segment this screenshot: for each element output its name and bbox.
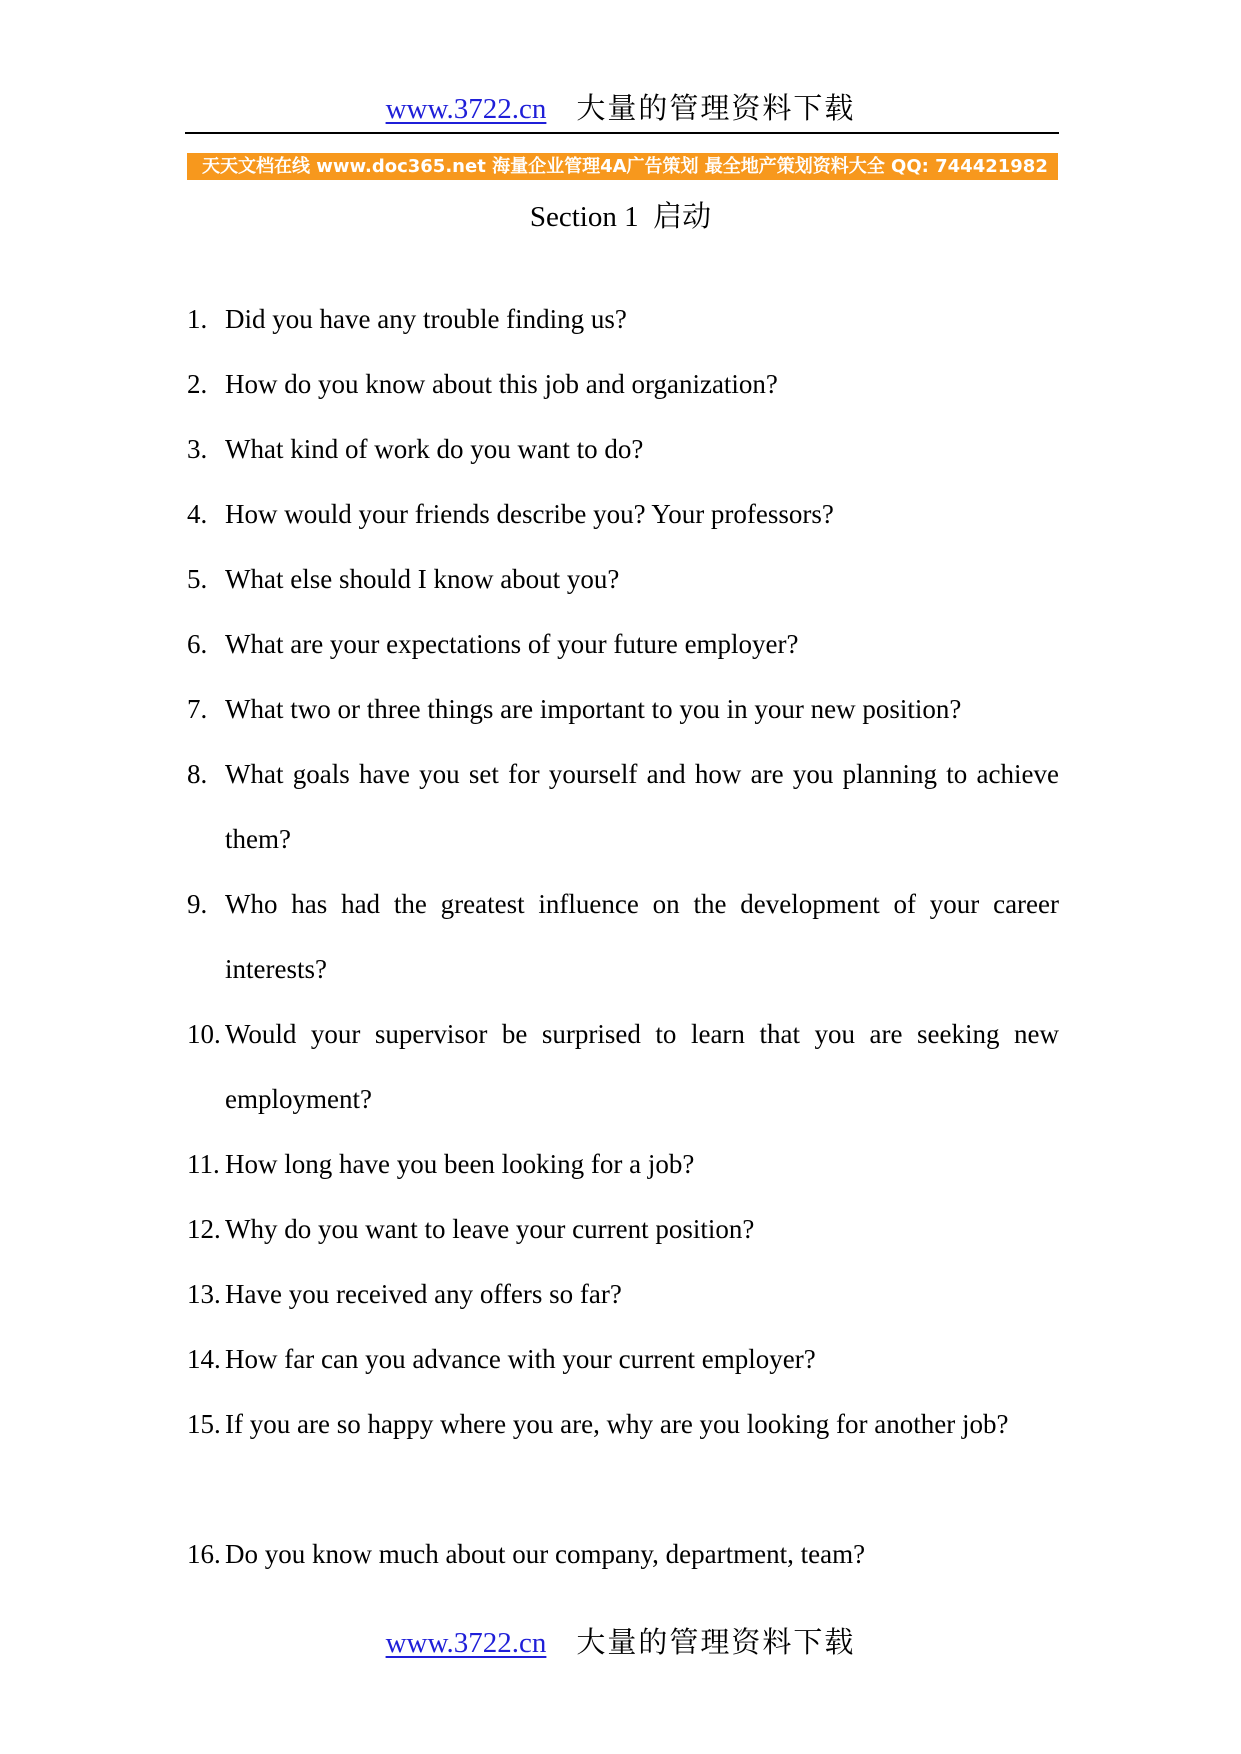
list-item — [187, 547, 1059, 612]
list-item — [187, 1002, 1059, 1132]
item-number: 12. — [187, 1214, 221, 1244]
list-item — [187, 677, 1059, 742]
item-number: 13. — [187, 1279, 221, 1309]
item-number: 2. — [187, 369, 208, 399]
page-header — [0, 90, 1241, 127]
list-item — [187, 482, 1059, 547]
list-item — [187, 417, 1059, 482]
list-item — [187, 872, 1059, 1002]
item-number: 15. — [187, 1409, 221, 1439]
item-text: How would your friends describe you? Your professors? — [225, 499, 834, 529]
item-number: 8. — [187, 759, 208, 789]
item-text: Who has had the greatest influence on the development of your career interests? — [225, 889, 1059, 984]
item-number: 1. — [187, 304, 208, 334]
header-divider — [185, 132, 1059, 134]
item-text: How far can you advance with your current employer? — [225, 1344, 816, 1374]
item-text: Why do you want to leave your current position? — [225, 1214, 755, 1244]
item-number: 7. — [187, 694, 208, 724]
list-item — [187, 742, 1059, 872]
item-text: Did you have any trouble finding us? — [225, 304, 627, 334]
item-text: Would your supervisor be surprised to learn that you are seeking new employment? — [225, 1019, 1059, 1114]
item-number: 11. — [187, 1149, 220, 1179]
list-item — [187, 352, 1059, 417]
list-item — [187, 1262, 1059, 1327]
item-text: How do you know about this job and organization? — [225, 369, 778, 399]
ad-banner[interactable]: 天天文档在线 www.doc365.net 海量企业管理4A广告策划 最全地产策划资料大全 QQ: 744421982 — [187, 153, 1058, 180]
item-number: 16. — [187, 1539, 221, 1569]
item-number: 6. — [187, 629, 208, 659]
item-number: 4. — [187, 499, 208, 529]
item-number: 10. — [187, 1019, 221, 1049]
footer-site-link[interactable]: www.3722.cn — [385, 1627, 547, 1659]
item-text: What kind of work do you want to do? — [225, 434, 644, 464]
item-number: 14. — [187, 1344, 221, 1374]
item-number: 9. — [187, 889, 208, 919]
item-number: 5. — [187, 564, 208, 594]
list-item — [187, 1327, 1059, 1392]
list-item — [187, 1522, 1059, 1587]
list-item — [187, 287, 1059, 352]
question-list — [187, 287, 1059, 1587]
item-text: What goals have you set for yourself and how are you planning to achieve them? — [225, 759, 1059, 854]
footer-tagline: 大量的管理资料下载 — [576, 1625, 856, 1659]
item-text: What are your expectations of your future employer? — [225, 629, 799, 659]
item-text: How long have you been looking for a job? — [225, 1149, 695, 1179]
section-label: Section 1 — [529, 201, 639, 233]
page-footer — [0, 1624, 1241, 1661]
list-item — [187, 1132, 1059, 1197]
item-number: 3. — [187, 434, 208, 464]
list-item — [187, 1392, 1059, 1522]
item-text: If you are so happy where you are, why are you looking for another job? — [225, 1409, 1009, 1439]
section-title — [0, 198, 1241, 235]
header-tagline: 大量的管理资料下载 — [576, 91, 856, 125]
list-item — [187, 612, 1059, 677]
item-text: What two or three things are important to you in your new position? — [225, 694, 962, 724]
header-site-link[interactable]: www.3722.cn — [385, 93, 547, 125]
item-text: Have you received any offers so far? — [225, 1279, 622, 1309]
section-title-cn: 启动 — [653, 199, 712, 233]
item-text: What else should I know about you? — [225, 564, 620, 594]
list-item — [187, 1197, 1059, 1262]
item-text: Do you know much about our company, department, team? — [225, 1539, 866, 1569]
